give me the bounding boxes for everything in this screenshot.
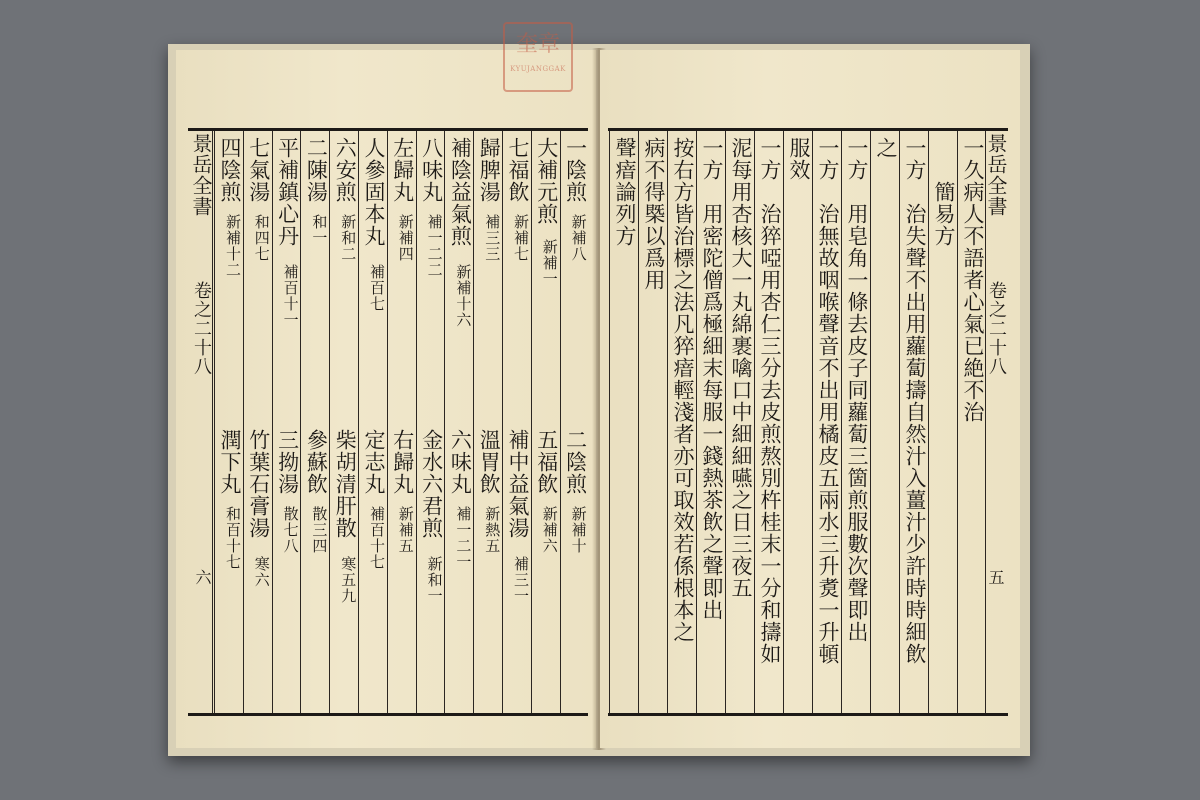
- text-column: [812, 131, 841, 713]
- text-column: [870, 131, 899, 713]
- text-column: [725, 131, 754, 713]
- formula-column: [214, 131, 243, 713]
- formula-reference: 新補十六: [454, 264, 473, 328]
- formula-name: 潤下丸: [218, 429, 242, 495]
- open-book: [168, 44, 1030, 756]
- right-page-fold-ribbon: [985, 131, 1008, 713]
- text-line: 聲瘖論列方: [613, 137, 637, 247]
- formula-name: 溫胃飲: [477, 429, 502, 495]
- text-column: [754, 131, 783, 713]
- formula-name: 五福飲: [534, 429, 559, 495]
- formula-reference: 新補八: [569, 214, 588, 262]
- text-line: 按右方皆治標之法凡猝瘖輕淺者亦可取效若係根本之: [671, 137, 695, 643]
- formula-name: 二陰煎: [563, 429, 588, 495]
- text-line: 之: [874, 137, 898, 159]
- left-page: [176, 50, 596, 748]
- formula-reference: 和百十七: [224, 506, 242, 570]
- formula-column: [329, 131, 358, 713]
- text-line: 一方 治猝啞用杏仁三分去皮煎熬別杵桂末一分和擣如: [758, 137, 782, 665]
- formula-reference: 補百十一: [281, 264, 300, 328]
- formula-reference: 散七八: [281, 506, 300, 554]
- text-column: [957, 131, 986, 713]
- formula-reference: 和一: [310, 214, 329, 246]
- formula-name: 人參固本丸: [362, 137, 386, 247]
- formula-column: [473, 131, 502, 713]
- formula-reference: 新補十二: [224, 214, 242, 278]
- formula-name: 七氣湯: [246, 137, 271, 203]
- seal-glyph: 奎章: [515, 32, 560, 57]
- formula-reference: 新補一: [540, 239, 559, 287]
- formula-name: 大補元煎: [534, 137, 559, 225]
- formula-reference: 和四七: [252, 214, 271, 262]
- formula-reference: 補三三: [483, 214, 502, 262]
- page-number: 五: [986, 569, 1005, 586]
- formula-reference: 補一二二: [425, 214, 444, 278]
- formula-name: 六安煎: [333, 137, 358, 203]
- formula-name: 歸脾湯: [477, 137, 502, 203]
- formula-reference: 寒五九: [339, 556, 358, 604]
- text-column: [609, 131, 638, 713]
- formula-reference: 補百七: [368, 264, 386, 312]
- text-line: 病不得槩以爲用: [642, 137, 666, 291]
- formula-name: 七福飲: [506, 137, 530, 203]
- formula-name: 左歸丸: [390, 137, 415, 203]
- text-column: [841, 131, 870, 713]
- formula-reference: 新和二: [339, 214, 358, 262]
- formula-reference: 新補五: [396, 506, 415, 554]
- formula-column: [272, 131, 301, 713]
- formula-column: [502, 131, 531, 713]
- formula-name: 一陰煎: [563, 137, 588, 203]
- formula-column: [358, 131, 387, 713]
- formula-name: 平補鎮心丹: [275, 137, 300, 247]
- formula-reference: 新補四: [396, 214, 415, 262]
- library-seal-stamp: [503, 22, 573, 92]
- formula-column: [531, 131, 560, 713]
- formula-name: 四陰煎: [218, 137, 242, 203]
- formula-reference: 寒六: [252, 556, 271, 588]
- left-page-fold-ribbon: [188, 131, 213, 713]
- formula-column: [416, 131, 445, 713]
- seal-caption: KYUJANGGAK: [510, 65, 566, 73]
- text-line: 一方 治失聲不出用蘿蔔擣自然汁入薑汁少許時時細飲: [903, 137, 927, 665]
- formula-column: [387, 131, 416, 713]
- formula-name: 定志丸: [362, 429, 386, 495]
- formula-name: 竹葉石膏湯: [246, 429, 271, 539]
- formula-reference: 新補七: [512, 214, 530, 262]
- formula-name: 柴胡清肝散: [333, 429, 358, 539]
- volume-label: 卷之二十八: [191, 281, 212, 376]
- formula-name: 三拗湯: [275, 429, 300, 495]
- formula-reference: 補一二一: [454, 506, 473, 570]
- text-column: [928, 131, 957, 713]
- text-line: 泥每用杏核大一丸綿裹噙口中細細嚥之日三夜五: [729, 137, 753, 599]
- text-line: 服效: [787, 137, 811, 181]
- formula-reference: 新和一: [425, 556, 444, 604]
- book-title: 景岳全書: [189, 133, 213, 217]
- formula-name: 補中益氣湯: [506, 429, 530, 539]
- formula-name: 金水六君煎: [419, 429, 444, 539]
- formula-reference: 散三四: [310, 506, 329, 554]
- text-column: [899, 131, 928, 713]
- formula-reference: 補百十七: [368, 506, 386, 570]
- formula-reference: 補三一: [512, 556, 530, 604]
- text-column: [696, 131, 725, 713]
- formula-column: [243, 131, 272, 713]
- formula-column: [300, 131, 329, 713]
- left-page-frame: [188, 128, 588, 716]
- formula-reference: 新補六: [540, 506, 559, 554]
- page-number: 六: [193, 569, 212, 586]
- book-title: 景岳全書: [984, 133, 1008, 217]
- text-column: [783, 131, 812, 713]
- text-column: [667, 131, 696, 713]
- right-page: [600, 50, 1020, 748]
- formula-column: [560, 131, 589, 713]
- formula-name: 補陰益氣煎: [448, 137, 473, 247]
- formula-name: 八味丸: [419, 137, 444, 203]
- volume-label: 卷之二十八: [986, 281, 1007, 376]
- text-line: 簡易方: [932, 137, 956, 247]
- formula-reference: 新熱五: [483, 506, 502, 554]
- formula-name: 二陳湯: [304, 137, 329, 203]
- text-line: 一方 治無故咽喉聲音不出用橘皮五兩水三升煑一升頓: [816, 137, 840, 665]
- text-line: 一方 用皂角一條去皮子同蘿蔔三箇煎服數次聲即出: [845, 137, 869, 643]
- formula-name: 六味丸: [448, 429, 473, 495]
- formula-name: 參蘇飲: [304, 429, 329, 495]
- text-line: 一久病人不語者心氣已絶不治: [961, 137, 985, 423]
- formula-name: 右歸丸: [390, 429, 415, 495]
- text-column: [638, 131, 667, 713]
- formula-reference: 新補十: [569, 506, 588, 554]
- formula-column: [444, 131, 473, 713]
- right-page-frame: [608, 128, 1008, 716]
- text-line: 一方 用密陀僧爲極細末每服一錢熱茶飲之聲即出: [700, 137, 724, 621]
